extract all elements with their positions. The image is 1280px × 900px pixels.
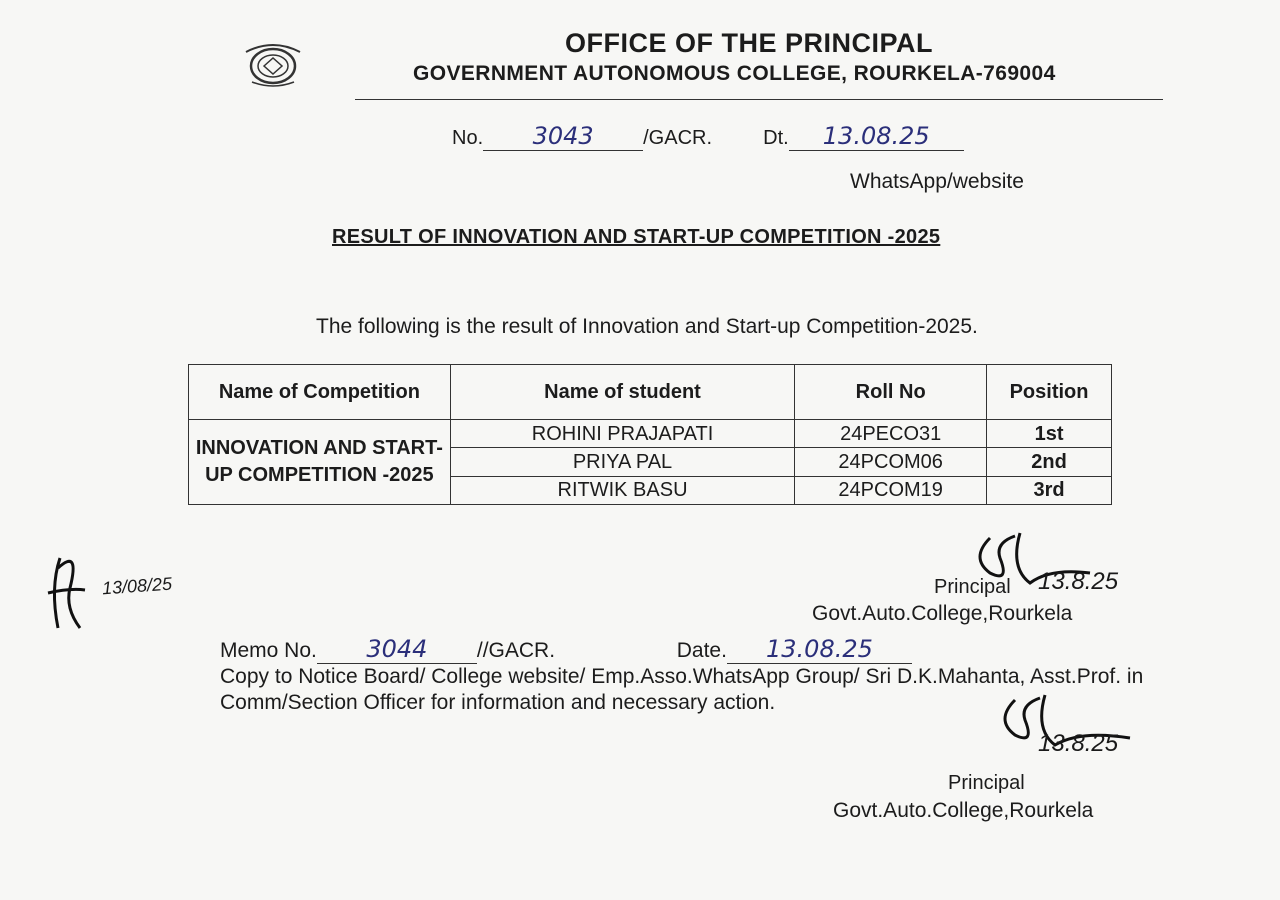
signature-2-date: 13.8.25	[1038, 730, 1119, 757]
student-name: PRIYA PAL	[450, 448, 795, 476]
initials-date: 13/08/25	[101, 573, 173, 599]
roll-no: 24PECO31	[795, 420, 987, 448]
table-row	[189, 420, 1112, 448]
student-name: ROHINI PRAJAPATI	[450, 420, 795, 448]
ref-no-value: 3043	[483, 122, 643, 151]
memo-value: 3044	[317, 635, 477, 664]
student-name: RITWIK BASU	[450, 476, 795, 504]
header-position: Position	[987, 365, 1112, 420]
header-roll: Roll No	[795, 365, 987, 420]
result-table	[188, 364, 1112, 505]
position: 2nd	[987, 448, 1112, 476]
college-name: GOVERNMENT AUTONOMOUS COLLEGE, ROURKELA-769004	[413, 62, 1056, 85]
competition-name: INNOVATION AND START-UP COMPETITION -2025	[189, 420, 451, 505]
ref-no-label: No.	[452, 127, 484, 149]
roll-no: 24PCOM19	[795, 476, 987, 504]
principal-label-2: Principal	[948, 772, 1025, 794]
college-place-1: Govt.Auto.College,Rourkela	[812, 602, 1073, 625]
position: 1st	[987, 420, 1112, 448]
header-competition: Name of Competition	[189, 365, 451, 420]
college-emblem-icon	[238, 38, 308, 88]
ref-date-label: Dt.	[763, 127, 789, 149]
copy-to-text: Copy to Notice Board/ College website/ Emp.Asso.WhatsApp Group/ Sri D.K.Mahanta, Asst.Prof. in Comm/Section Officer for information and necessary action.	[220, 665, 1144, 714]
table-header-row	[189, 365, 1112, 420]
roll-no: 24PCOM06	[795, 448, 987, 476]
document-title: RESULT OF INNOVATION AND START-UP COMPETITION -2025	[332, 226, 941, 248]
ref-date-value: 13.08.25	[789, 122, 964, 151]
position: 3rd	[987, 476, 1112, 504]
signature-1-date: 13.8.25	[1038, 568, 1119, 595]
ref-no-suffix: /GACR.	[643, 127, 713, 149]
memo-date-label: Date.	[676, 639, 727, 662]
memo-suffix: //GACR.	[476, 639, 556, 662]
header-student: Name of student	[450, 365, 795, 420]
header-divider	[355, 99, 1163, 100]
memo-label: Memo No.	[220, 639, 317, 662]
principal-label-1: Principal	[934, 576, 1011, 598]
intro-text: The following is the result of Innovation and Start-up Competition-2025.	[316, 315, 978, 338]
memo-line	[220, 635, 912, 664]
college-place-2: Govt.Auto.College,Rourkela	[833, 799, 1094, 822]
distribution-note: WhatsApp/website	[850, 170, 1024, 193]
office-title: OFFICE OF THE PRINCIPAL	[565, 28, 933, 58]
reference-line	[452, 122, 964, 151]
memo-date-value: 13.08.25	[727, 635, 912, 664]
